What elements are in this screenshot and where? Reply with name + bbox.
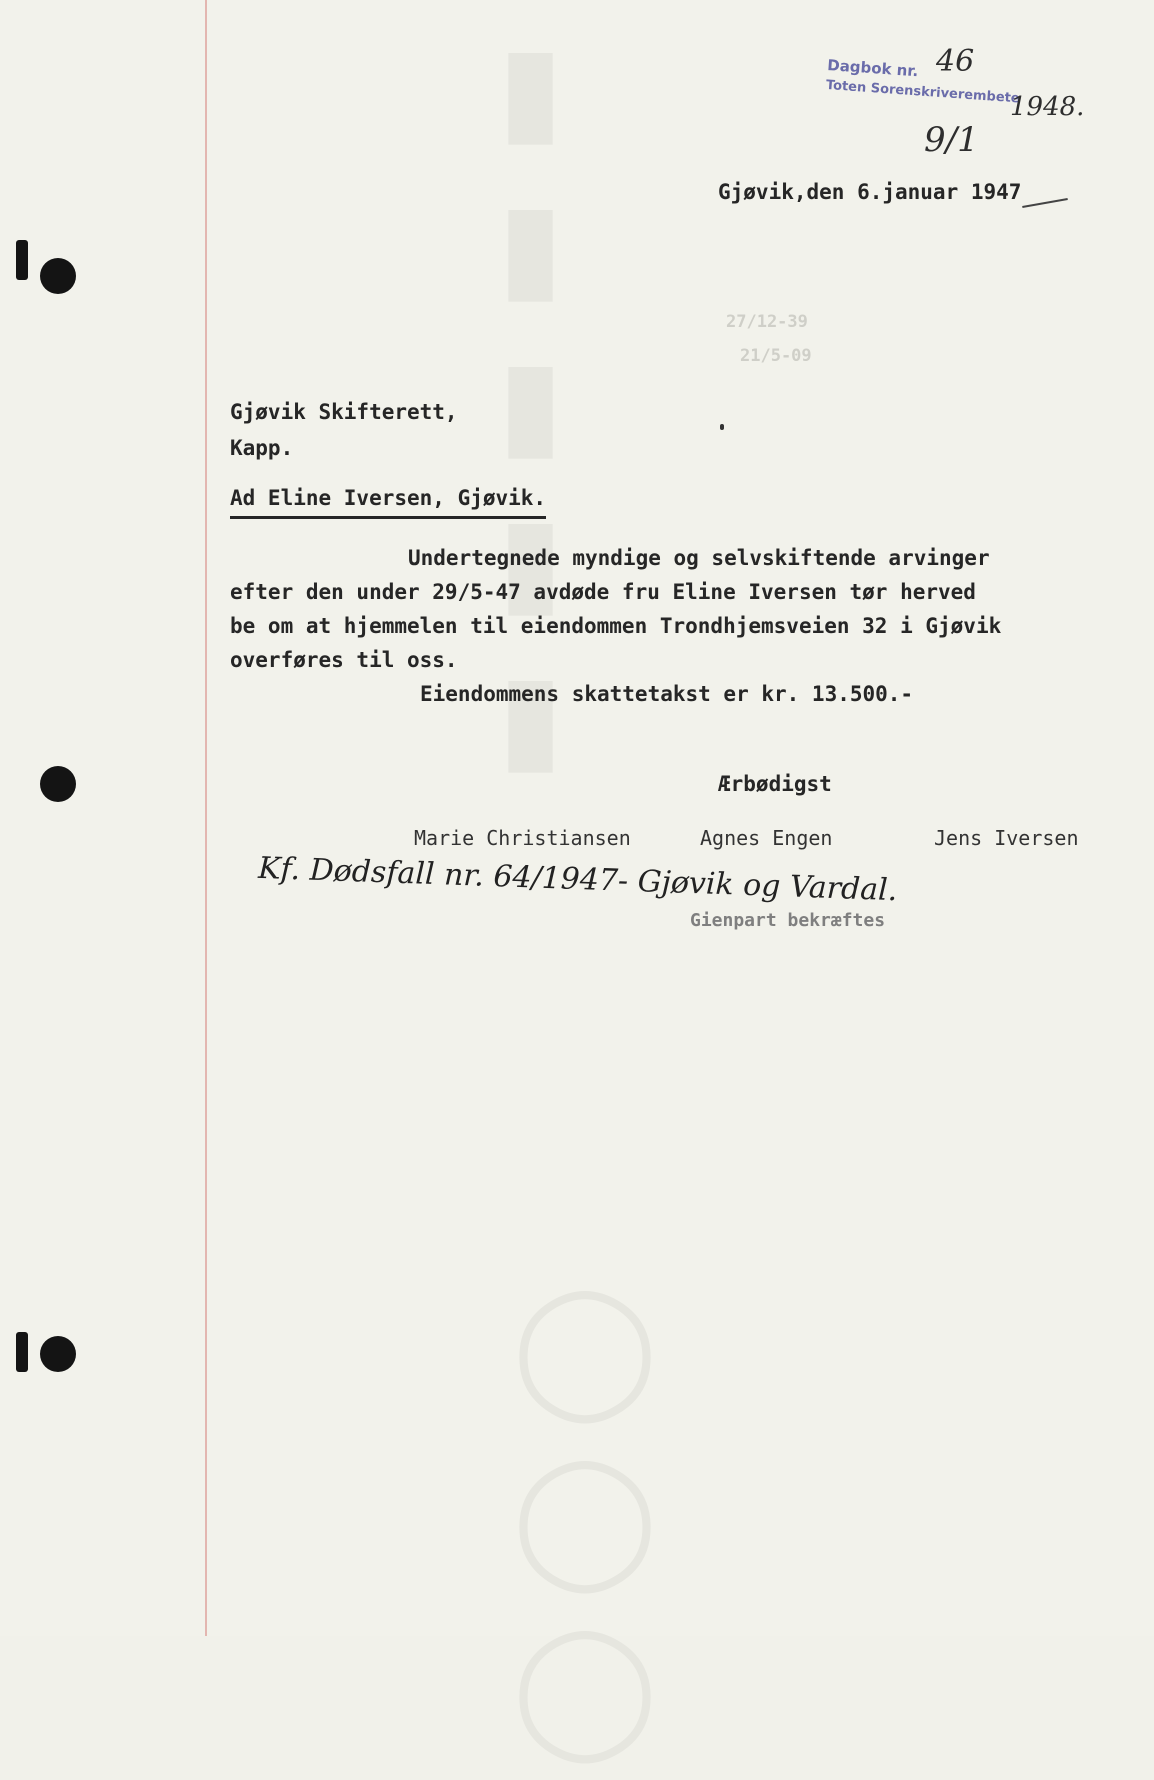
journal-stamp — [825, 56, 1021, 106]
date-underline-mark — [1022, 198, 1068, 208]
punch-hole — [40, 766, 76, 802]
body-line-5: Eiendommens skattetakst er kr. 13.500.- — [420, 682, 914, 706]
body-line-2: efter den under 29/5-47 avdøde fru Eline Iversen tør herved — [230, 580, 976, 604]
ink-dot — [720, 424, 724, 430]
body-line-4: overføres til oss. — [230, 648, 458, 672]
stamp-line-1: Dagbok nr. — [826, 56, 919, 81]
subject-line: Ad Eline Iversen, Gjøvik. — [230, 486, 546, 519]
body-line-3: be om at hjemmelen til eiendommen Trondhjemsveien 32 i Gjøvik — [230, 614, 1002, 638]
recipient-line-2: Kapp. — [230, 436, 294, 460]
copy-confirmation: Gienpart bekræftes — [690, 910, 886, 931]
handwritten-reference: Kf. Dødsfall nr. 64/1947- Gjøvik og Vardal. — [257, 850, 898, 909]
stamp-line-2: Toten Sorenskriverembete — [825, 77, 1021, 107]
body-line-1: Undertegnede myndige og selvskiftende arvinger — [408, 546, 990, 570]
handwritten-folio: 9/1 — [924, 120, 979, 160]
date-line: Gjøvik,den 6.januar 1947 — [718, 180, 1022, 204]
faint-mark-1: 27/12-39 — [726, 312, 808, 332]
punch-hole-tab — [16, 1332, 28, 1372]
margin-line — [205, 0, 207, 1636]
handwritten-year: 1948. — [1010, 92, 1085, 122]
punch-hole — [40, 1336, 76, 1372]
punch-hole-tab — [16, 240, 28, 280]
punch-hole — [40, 258, 76, 294]
faint-mark-2: 21/5-09 — [740, 346, 812, 366]
signature-1: Marie Christiansen — [414, 826, 631, 850]
closing: Ærbødigst — [718, 772, 832, 796]
paper-watermark: ▮▮▮▮▮ ◯◯◯ — [461, 20, 661, 1780]
signature-3: Jens Iversen — [934, 826, 1079, 850]
handwritten-journal-number: 46 — [936, 44, 975, 79]
recipient-line-1: Gjøvik Skifterett, — [230, 400, 458, 424]
signature-2: Agnes Engen — [700, 826, 833, 850]
